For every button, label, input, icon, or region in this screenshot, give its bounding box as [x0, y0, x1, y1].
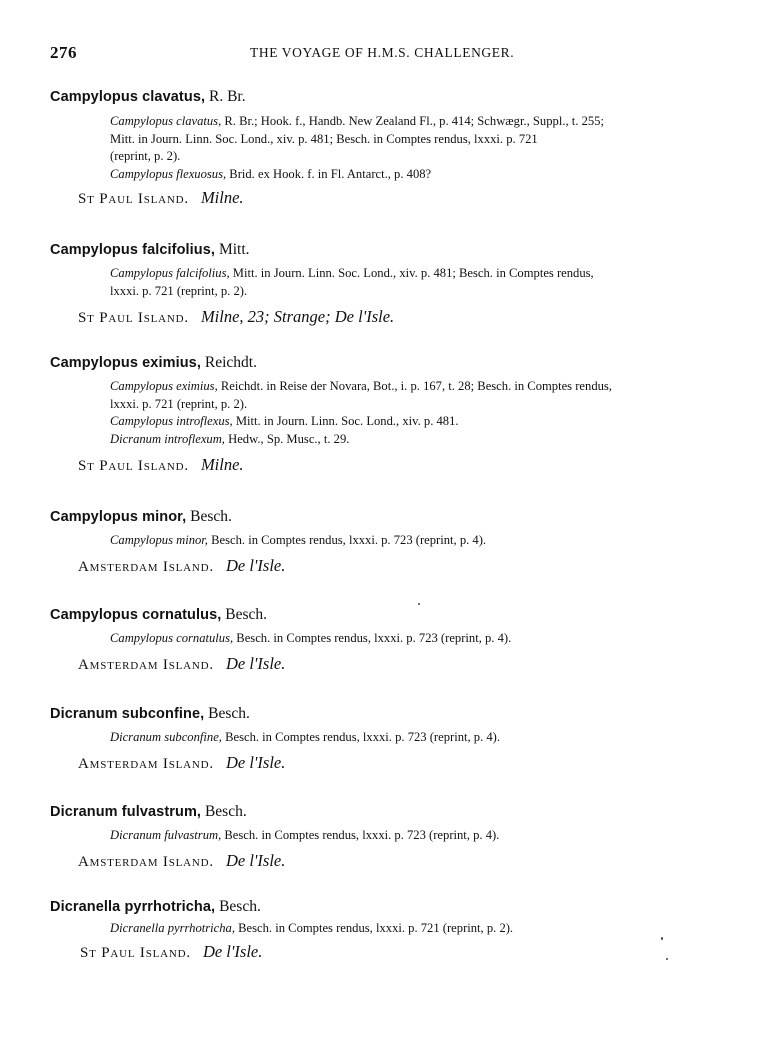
- species-heading: [50, 354, 257, 372]
- synonym-name: Campylopus cornatulus,: [110, 631, 234, 645]
- scan-speck: [661, 937, 663, 940]
- collector: De l'Isle.: [202, 942, 263, 961]
- species-heading: [50, 508, 232, 526]
- species-name: Campylopus clavatus,: [50, 89, 206, 105]
- species-author: Besch.: [204, 803, 247, 820]
- scan-speck: [666, 958, 668, 960]
- scan-speck: [418, 603, 420, 605]
- locality-place: St Paul Island.: [78, 458, 189, 474]
- synonym-line: [110, 131, 538, 149]
- locality-line: [80, 942, 262, 962]
- locality-place: Amsterdam Island.: [78, 756, 214, 772]
- synonym-citation: Mitt. in Journ. Linn. Soc. Lond., xiv. p. 481.: [235, 414, 459, 428]
- collector: De l'Isle.: [225, 556, 286, 575]
- synonym-name: Campylopus falcifolius,: [110, 266, 230, 280]
- species-name: Campylopus cornatulus,: [50, 607, 222, 623]
- species-author: Besch.: [219, 898, 261, 915]
- locality-line: [78, 753, 285, 773]
- collector: Milne.: [200, 188, 244, 207]
- species-name: Dicranum subconfine,: [50, 706, 205, 722]
- species-author: R. Br.: [208, 88, 246, 105]
- synonym-line: [110, 148, 180, 166]
- species-heading: [50, 88, 246, 106]
- locality-place: Amsterdam Island.: [78, 657, 214, 673]
- synonym-line: [110, 378, 612, 396]
- locality-line: [78, 556, 285, 576]
- collector: De l'Isle.: [225, 851, 286, 870]
- synonym-name: Dicranum introflexum,: [110, 431, 225, 446]
- collector: De l'Isle.: [225, 654, 286, 673]
- species-name: Dicranum fulvastrum,: [50, 804, 202, 820]
- synonym-citation: Mitt. in Journ. Linn. Soc. Lond., xiv. p. 481; Besch. in Comptes rendus,: [232, 266, 594, 280]
- synonym-name: Campylopus minor,: [110, 533, 208, 547]
- locality-place: St Paul Island.: [78, 191, 189, 207]
- locality-place: Amsterdam Island.: [78, 559, 214, 575]
- species-name: Dicranella pyrrhotricha,: [50, 899, 216, 915]
- synonym-line: [110, 827, 499, 845]
- synonym-line: [110, 532, 486, 550]
- species-name: Campylopus falcifolius,: [50, 242, 216, 258]
- synonym-line: [110, 283, 247, 301]
- page-header: [50, 43, 730, 63]
- locality-place: St Paul Island.: [78, 310, 189, 326]
- synonym-line: [110, 920, 513, 938]
- synonym-name: Campylopus clavatus,: [110, 114, 222, 128]
- locality-place: St Paul Island.: [80, 945, 191, 961]
- synonym-name: Campylopus eximius,: [110, 379, 218, 393]
- species-author: Reichdt.: [204, 354, 257, 371]
- synonym-line: [110, 166, 431, 184]
- synonym-citation: Besch. in Comptes rendus, lxxxi. p. 723 (reprint, p. 4).: [211, 533, 487, 547]
- species-author: Besch.: [225, 606, 268, 623]
- locality-line: [78, 455, 244, 475]
- synonym-citation: lxxxi. p. 721 (reprint, p. 2).: [110, 396, 248, 411]
- synonym-line: [110, 113, 604, 131]
- collector: Milne, 23; Strange; De l'Isle.: [200, 307, 395, 326]
- synonym-citation: Hedw., Sp. Musc., t. 29.: [228, 431, 350, 446]
- synonym-citation: Brid. ex Hook. f. in Fl. Antarct., p. 408?: [229, 166, 432, 181]
- locality-line: [78, 188, 244, 208]
- synonym-citation: R. Br.; Hook. f., Handb. New Zealand Fl., p. 414; Schwægr., Suppl., t. 255;: [224, 114, 604, 128]
- synonym-citation: Besch. in Comptes rendus, lxxxi. p. 723 (reprint, p. 4).: [236, 631, 512, 645]
- synonym-citation: lxxxi. p. 721 (reprint, p. 2).: [110, 283, 248, 298]
- species-heading: [50, 803, 247, 821]
- synonym-citation: Reichdt. in Reise der Novara, Bot., i. p. 167, t. 28; Besch. in Comptes rendus,: [220, 379, 612, 393]
- locality-line: [78, 851, 285, 871]
- synonym-citation: (reprint, p. 2).: [110, 149, 181, 163]
- synonym-name: Dicranum fulvastrum,: [110, 828, 222, 842]
- species-author: Besch.: [190, 508, 232, 525]
- synonym-citation: Besch. in Comptes rendus, lxxxi. p. 721 (reprint, p. 2).: [238, 921, 514, 935]
- synonym-line: [110, 396, 247, 414]
- locality-place: Amsterdam Island.: [78, 854, 214, 870]
- species-name: Campylopus minor,: [50, 509, 187, 525]
- species-heading: [50, 241, 250, 259]
- synonym-line: [110, 729, 500, 747]
- species-heading: [50, 898, 261, 916]
- running-title: THE VOYAGE OF H.M.S. CHALLENGER.: [250, 45, 515, 60]
- species-name: Campylopus eximius,: [50, 355, 201, 371]
- collector: De l'Isle.: [225, 753, 286, 772]
- synonym-line: [110, 265, 594, 283]
- collector: Milne.: [200, 455, 244, 474]
- synonym-citation: Besch. in Comptes rendus, lxxxi. p. 723 (reprint, p. 4).: [224, 828, 500, 842]
- locality-line: [78, 307, 394, 327]
- synonym-citation: Mitt. in Journ. Linn. Soc. Lond., xiv. p. 481; Besch. in Comptes rendus, lxxxi. p. 721: [110, 131, 538, 146]
- synonym-line: [110, 431, 349, 449]
- synonym-citation: Besch. in Comptes rendus, lxxxi. p. 723 (reprint, p. 4).: [225, 730, 501, 744]
- synonym-name: Campylopus flexuosus,: [110, 166, 227, 181]
- page-number: 276: [50, 43, 77, 62]
- species-author: Besch.: [208, 705, 250, 722]
- synonym-name: Dicranella pyrrhotricha,: [110, 921, 235, 935]
- species-heading: [50, 606, 267, 624]
- locality-line: [78, 654, 285, 674]
- synonym-line: [110, 630, 511, 648]
- synonym-line: [110, 413, 459, 431]
- synonym-name: Campylopus introflexus,: [110, 414, 233, 428]
- species-author: Mitt.: [218, 241, 250, 258]
- species-heading: [50, 705, 250, 723]
- synonym-name: Dicranum subconfine,: [110, 730, 222, 744]
